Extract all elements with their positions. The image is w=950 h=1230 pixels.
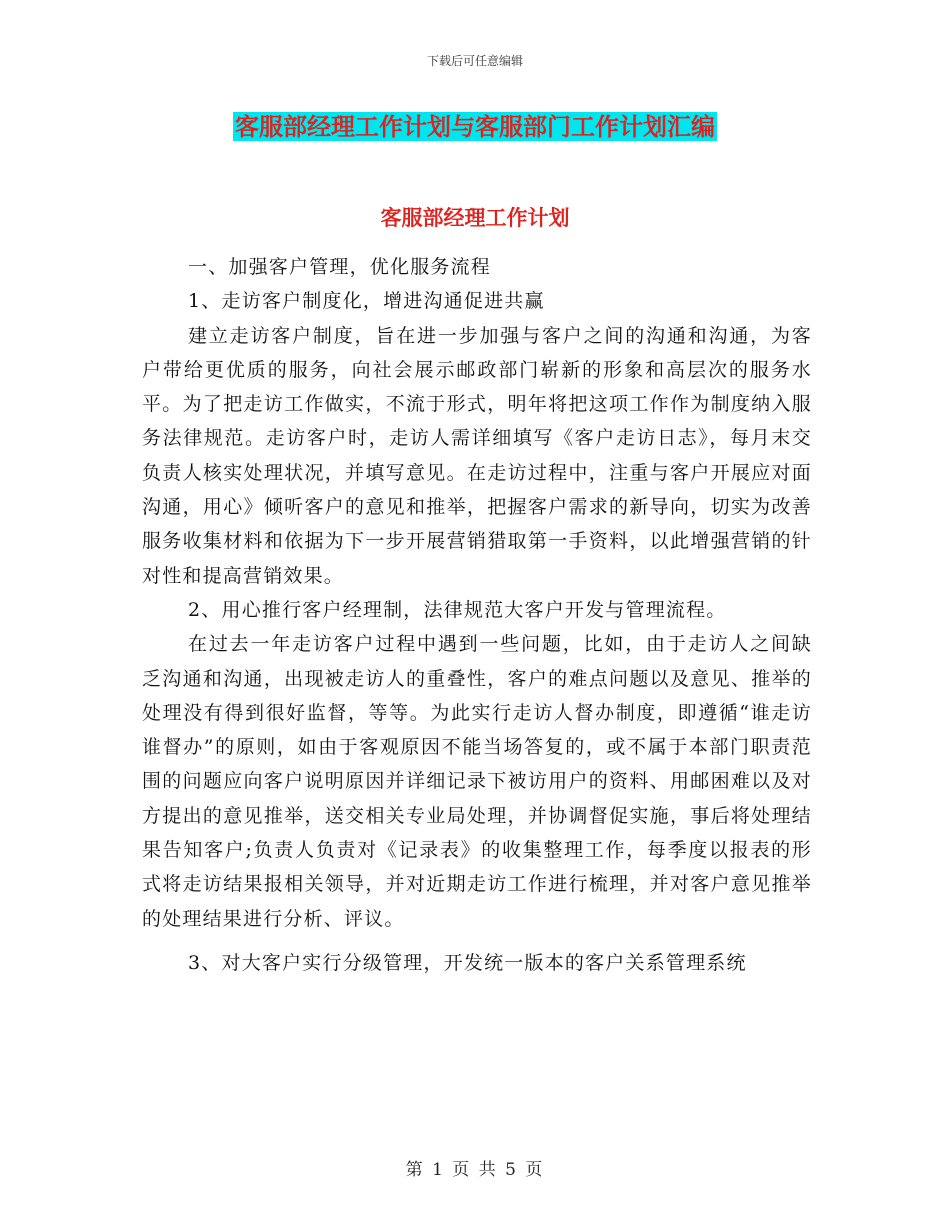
page-footer: 第 1 页 共 5 页 xyxy=(405,1160,545,1180)
header-note: 下载后可任意编辑 xyxy=(426,54,523,68)
subheading-tiered-management: 3、对大客户实行分级管理，开发统一版本的客户关系管理系统 xyxy=(188,951,747,974)
subheading-visit-system: 1、走访客户制度化，增进沟通促进共赢 xyxy=(188,290,545,313)
document-body xyxy=(142,250,812,980)
subheading-account-manager: 2、用心推行客户经理制，法律规范大客户开发与管理流程。 xyxy=(188,598,727,621)
heading-strengthen-customer-management: 一、加强客户管理，优化服务流程 xyxy=(188,256,492,278)
document-title xyxy=(0,110,950,144)
document-title-text: 客服部经理工作计划与客服部门工作计划汇编 xyxy=(235,112,715,141)
section-title: 客服部经理工作计划 xyxy=(380,205,570,230)
paragraph-visit-system: 建立走访客户制度，旨在进一步加强与客户之间的沟通和沟通，为客户带给更优质的服务，向社会展示邮政部门崭新的形象和高层次的服务水平。为了把走访工作做实，不流于形式，明年将把这项工作作为制度纳入服务法律规范。走访客户时，走访人需详细填写《客户走访日志》，每月末交负责人核实处理状况，并填写意见。在走访过程中，注重与客户开展应对面沟通，用心》倾听客户的意见和推举，把握客户需求的新导向，切实为改善服务收集材料和依据为下一步开展营销猎取第一手资料，以此增强营销的针对性和提高营销效果。 xyxy=(142,324,812,587)
paragraph-supervision-system: 在过去一年走访客户过程中遇到一些问题，比如，由于走访人之间缺乏沟通和沟通，出现被走访人的重叠性，客户的难点问题以及意见、推举的处理没有得到很好监督，等等。为此实行走访人督办制度，即遵循“谁走访谁督办”的原则，如由于客观原因不能当场答复的，或不属于本部门职责范围的问题应向客户说明原因并详细记录下被访用户的资料、用邮困难以及对方提出的意见推举，送交相关专业局处理，并协调督促实施，事后将处理结果告知客户;负责人负责对《记录表》的收集整理工作，每季度以报表的形式将走访结果报相关领导，并对近期走访工作进行梳理，并对客户意见推举的处理结果进行分析、评议。 xyxy=(142,633,812,930)
